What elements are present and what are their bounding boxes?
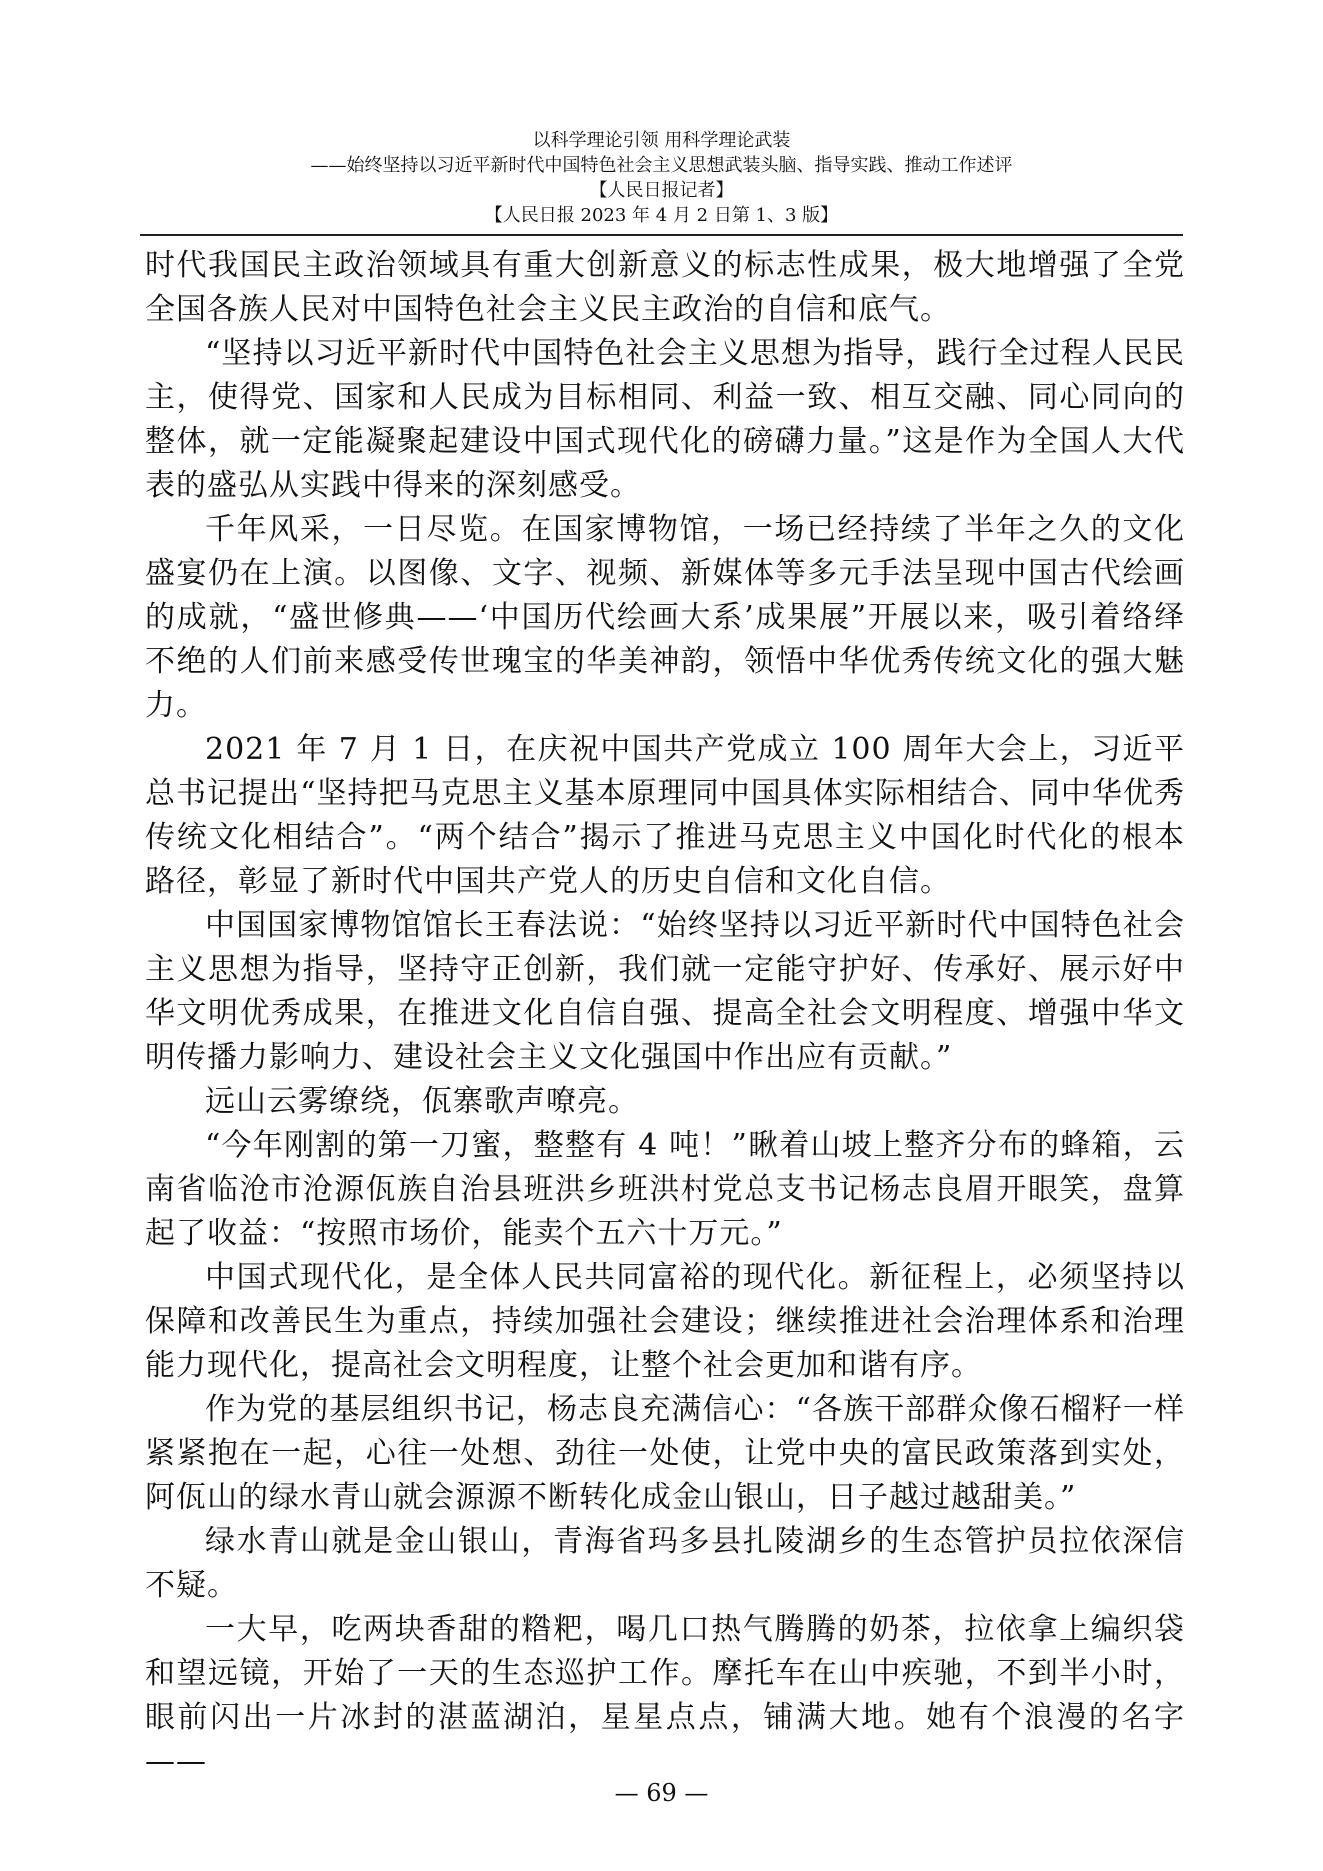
page-number: — 69 —: [614, 1779, 709, 1807]
paragraph: 千年风采，一日尽览。在国家博物馆，一场已经持续了半年之久的文化盛宴仍在上演。以图像、文字、视频、新媒体等多元手法呈现中国古代绘画的成就，“盛世修典——‘中国历代绘画大系’成果展”开展以来，吸引着络绎不绝的人们前来感受传世瑰宝的华美神韵，领悟中华优秀传统文化的强大魅力。: [145, 512, 1185, 723]
paragraph: 绿水青山就是金山银山，青海省玛多县扎陵湖乡的生态管护员拉依深信不疑。: [145, 1524, 1185, 1603]
paragraph: 2021 年 7 月 1 日，在庆祝中国共产党成立 100 周年大会上，习近平总书记提出“坚持把马克思主义基本原理同中国具体实际相结合、同中华优秀传统文化相结合”。“两个结合”揭示了推进马克思主义中国化时代化的根本路径，彰显了新时代中国共产党人的历史自信和文化自信。: [145, 732, 1185, 899]
header-subtitle: ——始终坚持以习近平新时代中国特色社会主义思想武装头脑、指导实践、推动工作述评: [310, 155, 1013, 176]
header-divider: [140, 234, 1183, 236]
article-body: [145, 244, 1185, 1784]
paragraph: 作为党的基层组织书记，杨志良充满信心：“各族干部群众像石榴籽一样紧紧抱在一起，心往一处想、劲往一处使，让党中央的富民政策落到实处，阿佤山的绿水青山就会源源不断转化成金山银山，日子越过越甜美。”: [145, 1392, 1185, 1515]
paragraph: 中国式现代化，是全体人民共同富裕的现代化。新征程上，必须坚持以保障和改善民生为重点，持续加强社会建设；继续推进社会治理体系和治理能力现代化，提高社会文明程度，让整个社会更加和谐有序。: [145, 1260, 1185, 1383]
document-header: [140, 128, 1183, 228]
paragraph: “坚持以习近平新时代中国特色社会主义思想为指导，践行全过程人民民主，使得党、国家和人民成为目标相同、利益一致、相互交融、同心同向的整体，就一定能凝聚起建设中国式现代化的磅礴力量。”这是作为全国人大代表的盛弘从实践中得来的深刻感受。: [145, 336, 1185, 503]
header-source: 【人民日报 2023 年 4 月 2 日第 1、3 版】: [484, 205, 839, 226]
paragraph: 一大早，吃两块香甜的糌粑，喝几口热气腾腾的奶茶，拉依拿上编织袋和望远镜，开始了一天的生态巡护工作。摩托车在山中疾驰，不到半小时，眼前闪出一片冰封的湛蓝湖泊，星星点点，铺满大地。她有个浪漫的名字——: [145, 1612, 1185, 1779]
paragraph: “今年刚割的第一刀蜜，整整有 4 吨！”瞅着山坡上整齐分布的蜂箱，云南省临沧市沧源佤族自治县班洪乡班洪村党总支书记杨志良眉开眼笑，盘算起了收益：“按照市场价，能卖个五六十万元。”: [145, 1128, 1185, 1251]
paragraph: 时代我国民主政治领域具有重大创新意义的标志性成果，极大地增强了全党全国各族人民对中国特色社会主义民主政治的自信和底气。: [145, 248, 1185, 327]
header-title: 以科学理论引领 用科学理论武装: [532, 130, 791, 151]
header-author: 【人民日报记者】: [589, 180, 734, 201]
paragraph: 中国国家博物馆馆长王春法说：“始终坚持以习近平新时代中国特色社会主义思想为指导，坚持守正创新，我们就一定能守护好、传承好、展示好中华文明优秀成果，在推进文化自信自强、提高全社会文明程度、增强中华文明传播力影响力、建设社会主义文化强国中作出应有贡献。”: [145, 908, 1185, 1075]
paragraph: 远山云雾缭绕，佤寨歌声嘹亮。: [205, 1084, 639, 1119]
